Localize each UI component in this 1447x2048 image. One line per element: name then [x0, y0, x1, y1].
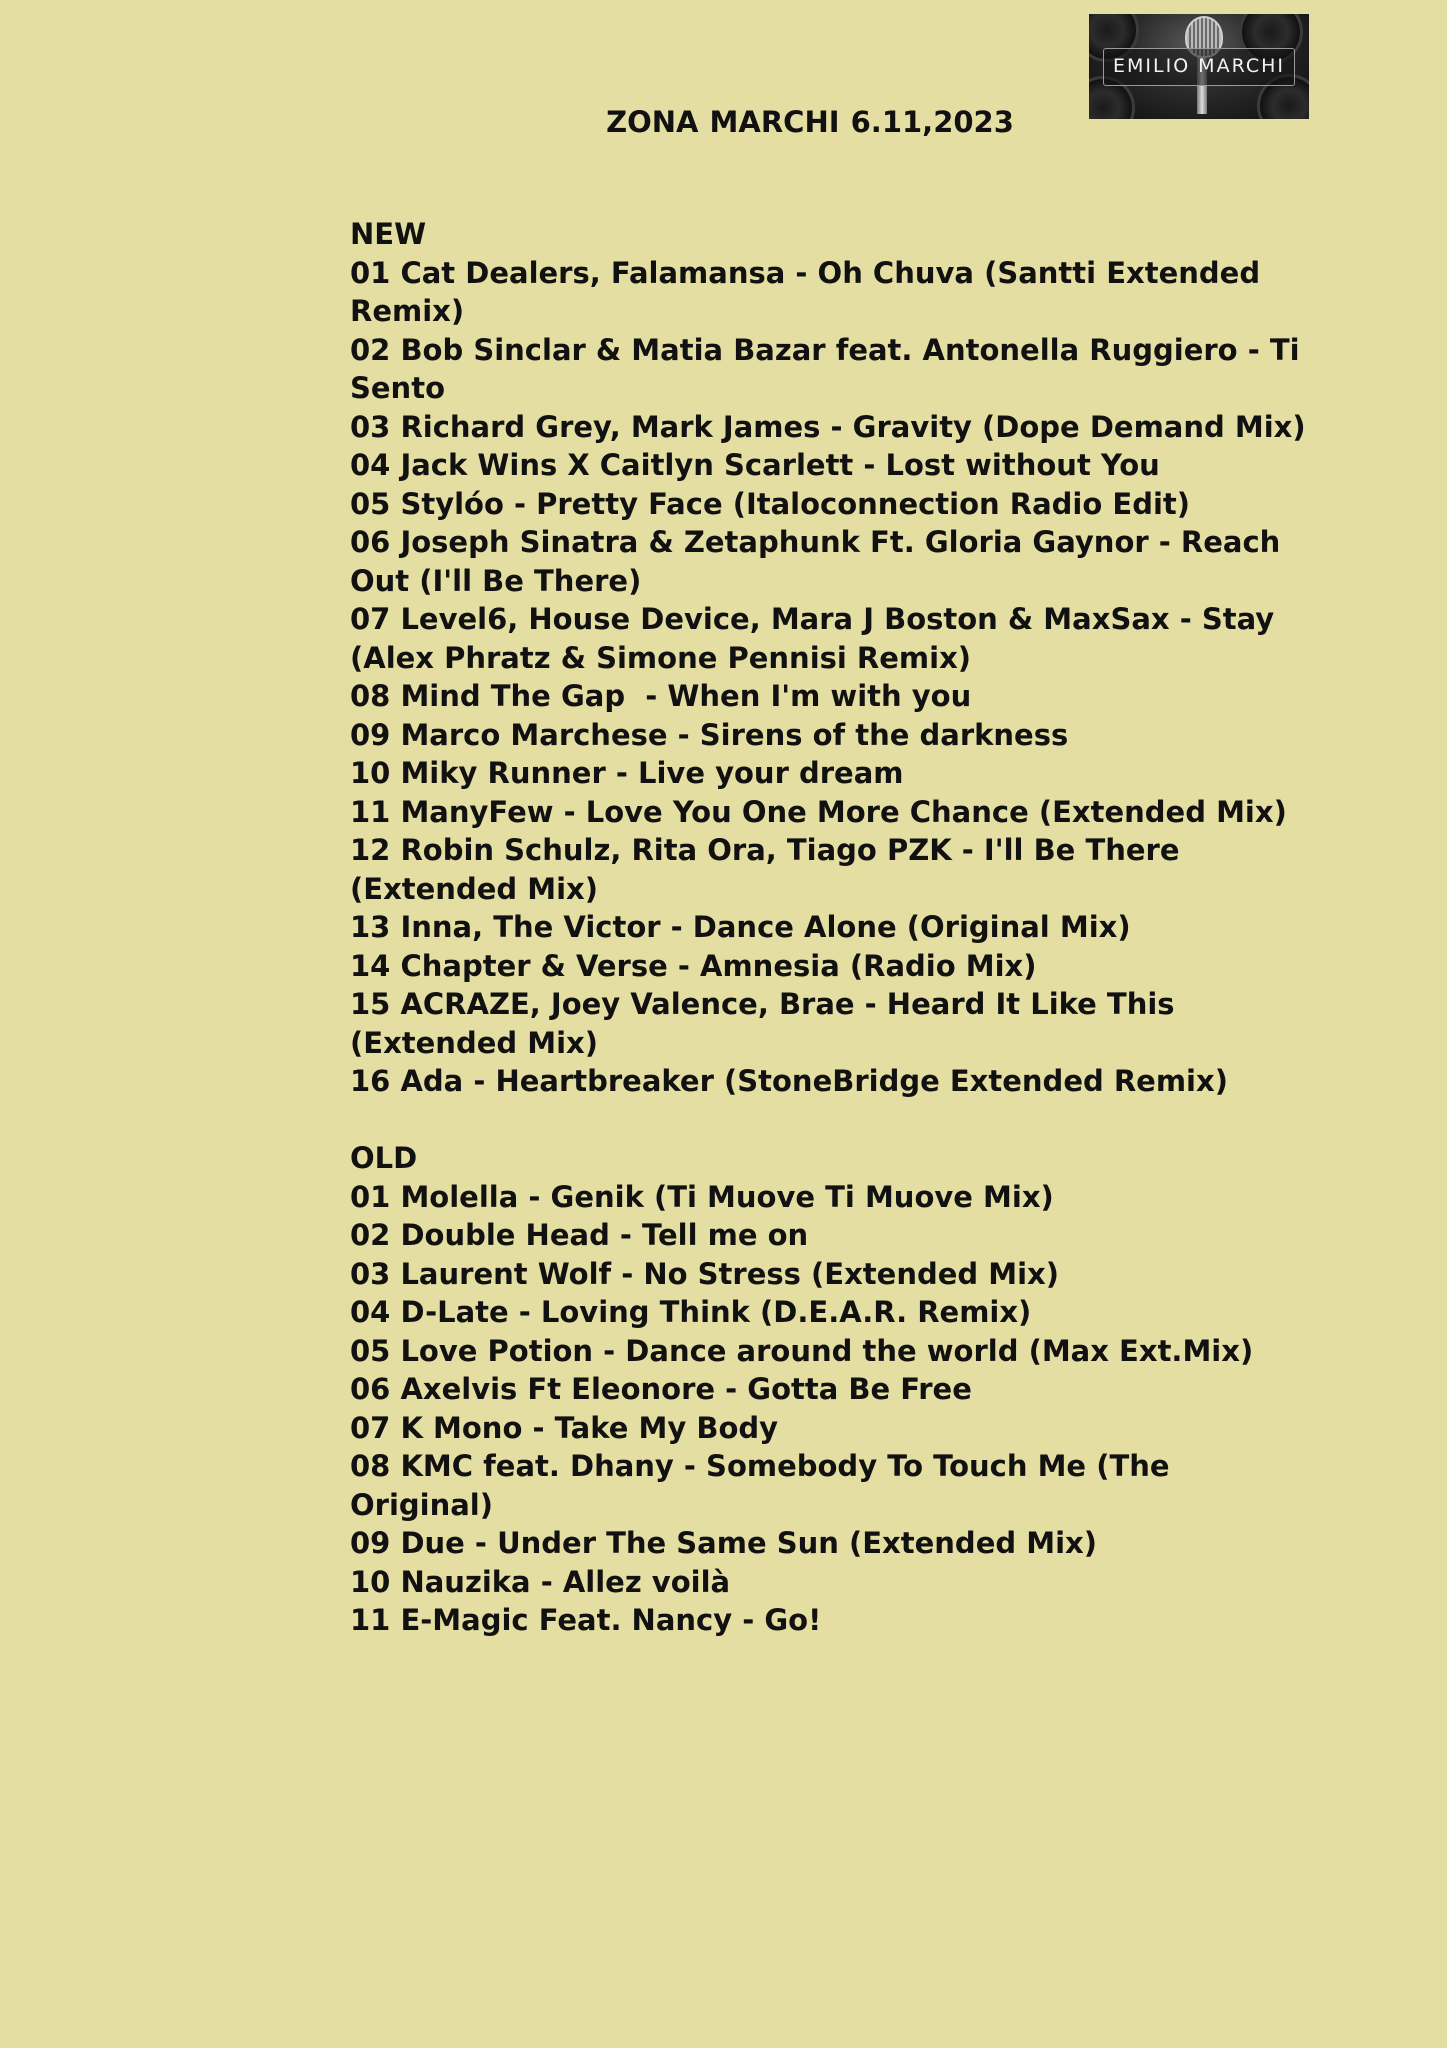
track-item: 05 Stylóo - Pretty Face (Italoconnection Radio Edit) — [350, 486, 1191, 521]
track-item: 03 Laurent Wolf - No Stress (Extended Mix) — [350, 1256, 1059, 1291]
track-item: 03 Richard Grey, Mark James - Gravity (Dope Demand Mix) — [350, 409, 1306, 444]
track-item: 04 D-Late - Loving Think (D.E.A.R. Remix) — [350, 1295, 1032, 1329]
page-title: ZONA MARCHI 6.11,2023 — [606, 105, 1014, 139]
track-item: 09 Marco Marchese - Sirens of the darkness — [350, 717, 1069, 752]
playlist — [350, 215, 1320, 1640]
track-item: 01 Molella - Genik (Ti Muove Ti Muove Mix) — [350, 1179, 1054, 1214]
track-item: 01 Cat Dealers, Falamansa - Oh Chuva (Santti Extended Remix) — [350, 255, 1271, 328]
logo-text: EMILIO MARCHI — [1113, 55, 1285, 77]
track-item: 07 K Mono - Take My Body — [350, 1410, 779, 1445]
section-new — [350, 215, 1320, 1101]
track-item: 07 Level6, House Device, Mara J Boston & MaxSax - Stay (Alex Phratz & Simone Pennisi Remix) — [350, 602, 1285, 675]
track-item: 10 Miky Runner - Live your dream — [350, 756, 904, 790]
track-item: 08 Mind The Gap - When I'm with you — [350, 679, 972, 713]
track-item: 04 Jack Wins X Caitlyn Scarlett - Lost without You — [350, 448, 1160, 482]
track-item: 11 E-Magic Feat. Nancy - Go! — [350, 1603, 822, 1637]
section-spacer — [350, 1101, 1320, 1140]
track-item: 08 KMC feat. Dhany - Somebody To Touch Me (The Original) — [350, 1449, 1180, 1522]
track-item: 06 Joseph Sinatra & Zetaphunk Ft. Gloria Gaynor - Reach Out (I'll Be There) — [350, 525, 1291, 598]
section-old — [350, 1139, 1320, 1640]
track-item: 14 Chapter & Verse - Amnesia (Radio Mix) — [350, 948, 1037, 983]
section-label-new: NEW — [350, 217, 427, 251]
track-item: 11 ManyFew - Love You One More Chance (Extended Mix) — [350, 794, 1287, 829]
track-item: 02 Double Head - Tell me on — [350, 1218, 809, 1252]
track-item: 15 ACRAZE, Joey Valence, Brae - Heard It Like This (Extended Mix) — [350, 987, 1185, 1060]
track-item: 10 Nauzika - Allez voilà — [350, 1564, 731, 1599]
track-item: 13 Inna, The Victor - Dance Alone (Original Mix) — [350, 910, 1131, 944]
section-label-old: OLD — [350, 1141, 418, 1175]
track-item: 05 Love Potion - Dance around the world (Max Ext.Mix) — [350, 1333, 1254, 1368]
track-item: 09 Due - Under The Same Sun (Extended Mix) — [350, 1526, 1097, 1560]
track-item: 02 Bob Sinclar & Matia Bazar feat. Antonella Ruggiero - Ti Sento — [350, 332, 1310, 405]
track-item: 16 Ada - Heartbreaker (StoneBridge Extended Remix) — [350, 1064, 1228, 1098]
track-item: 12 Robin Schulz, Rita Ora, Tiago PZK - I'll Be There (Extended Mix) — [350, 833, 1200, 906]
track-item: 06 Axelvis Ft Eleonore - Gotta Be Free — [350, 1372, 972, 1406]
